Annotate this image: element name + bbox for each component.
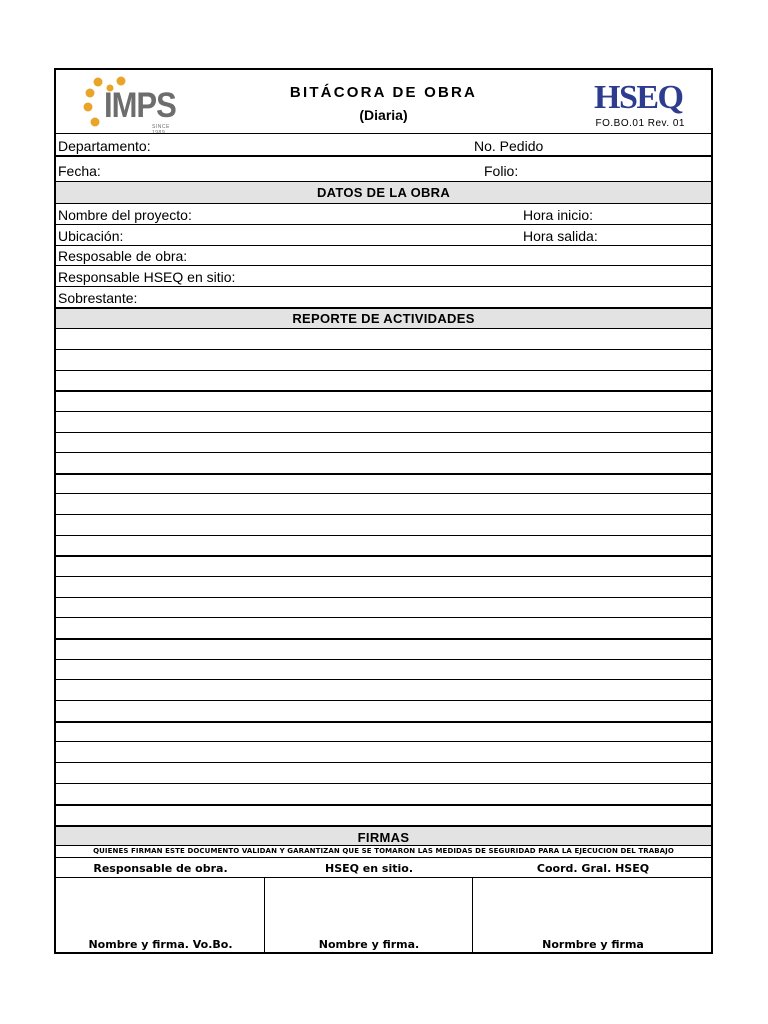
report-line [56, 493, 711, 514]
report-line [56, 411, 711, 432]
form-code: FO.BO.01 Rev. 01 [595, 118, 685, 129]
label-no-pedido: No. Pedido [474, 138, 544, 154]
label-ubicacion: Ubicación: [58, 228, 124, 244]
section-reporte-header [56, 307, 711, 328]
sig-title-coord-hseq: Coord. Gral. HSEQ [536, 862, 650, 875]
report-line [56, 804, 711, 825]
form-subtitle: (Diaria) [359, 107, 408, 123]
report-line [56, 741, 711, 762]
row-departamento [56, 133, 711, 155]
report-line [56, 762, 711, 783]
firmas-title: FIRMAS [357, 830, 410, 845]
datos-title: DATOS DE LA OBRA [316, 185, 451, 200]
row-sobrestante [56, 286, 711, 307]
firmas-note: QUIENES FIRMAN ESTE DOCUMENTO VALIDAN Y GARANTIZAN QUE SE TOMARON LAS MEDIDAS DE SEGURIDAD PARA LA EJECUCION DEL TRABAJO [93, 847, 674, 855]
firmas-titles-row [56, 857, 711, 877]
report-line [56, 659, 711, 679]
sig-title-hseq-sitio: HSEQ en sitio. [324, 862, 414, 875]
report-line [56, 721, 711, 741]
report-line [56, 535, 711, 555]
label-folio: Folio: [484, 163, 519, 179]
report-line [56, 370, 711, 390]
label-hora-inicio: Hora inicio: [523, 207, 594, 223]
report-line [56, 473, 711, 493]
report-line [56, 679, 711, 700]
report-line [56, 514, 711, 535]
report-line [56, 576, 711, 597]
section-datos-header [56, 181, 711, 203]
label-sobrestante: Sobrestante: [58, 290, 138, 306]
imps-logo-text: IMPS [104, 84, 176, 126]
label-responsable-hseq: Responsable HSEQ en sitio: [58, 269, 236, 285]
bitacora-form [54, 68, 713, 954]
report-line [56, 328, 711, 349]
firmas-note-row [56, 845, 711, 857]
hseq-logo: HSEQ [594, 79, 683, 116]
report-line [56, 390, 711, 411]
form-header [56, 70, 711, 136]
sig-footer-hseq-sitio: Nombre y firma. [318, 938, 420, 951]
row-fecha [56, 155, 711, 181]
report-line [56, 783, 711, 804]
firmas-boxes-row [56, 877, 711, 954]
report-line [56, 349, 711, 370]
report-lines [56, 328, 711, 825]
report-line [56, 617, 711, 638]
sig-footer-coord-hseq: Normbre y firma [542, 938, 644, 951]
row-nombre-proyecto [56, 203, 711, 224]
label-nombre-proyecto: Nombre del proyecto: [58, 207, 192, 223]
label-responsable-obra: Resposable de obra: [58, 248, 188, 264]
section-firmas-header [56, 825, 711, 845]
report-line [56, 700, 711, 721]
form-title: BITÁCORA DE OBRA [289, 84, 478, 101]
imps-logo-tagline: SINCE 1989 [152, 124, 170, 136]
label-fecha: Fecha: [58, 163, 101, 179]
reporte-title: REPORTE DE ACTIVIDADES [292, 311, 475, 326]
label-departamento: Departamento: [58, 138, 151, 154]
report-line [56, 597, 711, 617]
report-line [56, 555, 711, 576]
row-responsable-hseq [56, 265, 711, 286]
row-responsable-obra [56, 245, 711, 265]
sig-title-responsable-obra: Responsable de obra. [93, 862, 228, 875]
label-hora-salida: Hora salida: [523, 228, 598, 244]
sig-footer-responsable-obra: Nombre y firma. Vo.Bo. [88, 938, 233, 951]
report-line [56, 432, 711, 452]
report-line [56, 452, 711, 473]
row-ubicacion [56, 224, 711, 245]
report-line [56, 638, 711, 659]
